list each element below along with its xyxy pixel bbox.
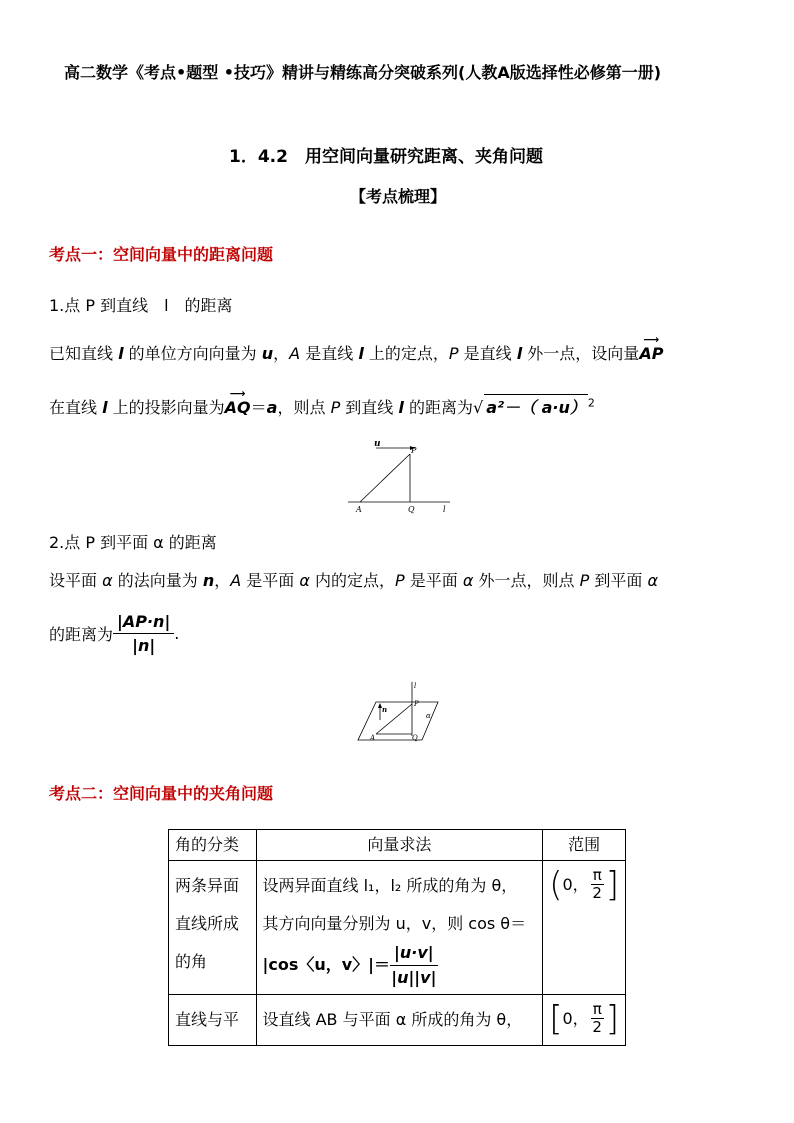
fig2-label-n: n <box>382 705 388 714</box>
fig2-label-alpha: α <box>426 712 431 720</box>
table-cell-category: 直线与平 <box>169 995 257 1046</box>
table-cell-range: ( 0， π 2 ] <box>543 861 626 995</box>
distance-formula-radicand: a²－（ a·u） <box>484 394 588 418</box>
fig1-label-u: u <box>374 439 381 449</box>
table-cell-method: 设两异面直线 l₁，l₂ 所成的角为 θ， 其方向向量分别为 u，v，则 cos θ＝ |cos〈u，v〉|＝ $\frac{|u\cdot v|}{|u||v|}$ <box>256 861 543 995</box>
subheading-point-to-line: 1.点 P 到直线 l 的距离 <box>49 296 233 315</box>
fig1-label-p: P <box>411 446 417 455</box>
sqrt-sign: √ <box>472 398 484 417</box>
fig2-label-a: A <box>370 734 376 742</box>
paragraph-point-plane-2: 的距离为 $\frac{|AP\cdot n|}{|n|}$ . <box>49 612 180 655</box>
paragraph-point-line-1: 已知直线 l 的单位方向向量为 u，A 是直线 l 上的定点，P 是直线 l 外一点，设向量 ⟶ AP <box>49 333 664 363</box>
fig2-label-l: l <box>414 682 417 690</box>
fig2-label-q: Q <box>412 734 418 742</box>
table-row <box>169 861 626 995</box>
distance-plane-fraction: $\frac{|AP\cdot n|}{|n|}$ <box>113 612 174 655</box>
table-header-row <box>169 830 626 861</box>
paragraph-point-plane-1: 设平面 α 的法向量为 n，A 是平面 α 内的定点，P 是平面 α 外一点，则点 P 到平面 α <box>49 571 658 590</box>
table-header-cell: 向量求法 <box>256 830 543 861</box>
table-row <box>169 995 626 1046</box>
table-cell-range: [ 0， π 2 ] <box>543 995 626 1046</box>
figure-point-line <box>340 436 460 518</box>
figure-point-plane <box>352 678 442 746</box>
fig2-label-p: P <box>414 700 419 708</box>
table-cell-method: 设直线 AB 与平面 α 所成的角为 θ， <box>256 995 543 1046</box>
paragraph-point-line-2: 在直线 l 上的投影向量为 ⟶ AQ＝a，则点 P 到直线 l 的距离为√ a²－（ a·u） $^2$ <box>49 387 595 417</box>
angle-fraction: $\frac{|u\cdot v|}{|u||v|}$ <box>391 943 437 987</box>
table-cell-category: 两条异面直线所成的角 <box>169 861 257 995</box>
fig1-label-l: l <box>443 505 446 514</box>
angle-table <box>168 829 626 1046</box>
page-title: 1．4.2 用空间向量研究距离、夹角问题 <box>229 147 543 167</box>
table-header-cell: 范围 <box>543 830 626 861</box>
vector-ap: ⟶ AP <box>639 333 664 363</box>
table-header-cell: 角的分类 <box>169 830 257 861</box>
section-heading-distance: 考点一：空间向量中的距离问题 <box>49 245 274 264</box>
doc-header: 高二数学《考点•题型 •技巧》精讲与精练高分突破系列(人教A版选择性必修第一册) <box>64 63 662 82</box>
fig1-label-a: A <box>356 505 362 514</box>
section-heading-angle: 考点二：空间向量中的夹角问题 <box>49 784 274 803</box>
vector-aq: ⟶ AQ <box>224 387 251 417</box>
subheading-point-to-plane: 2.点 P 到平面 α 的距离 <box>49 533 217 552</box>
fig1-label-q: Q <box>408 505 415 514</box>
section-subtitle: 【考点梳理】 <box>350 187 447 206</box>
